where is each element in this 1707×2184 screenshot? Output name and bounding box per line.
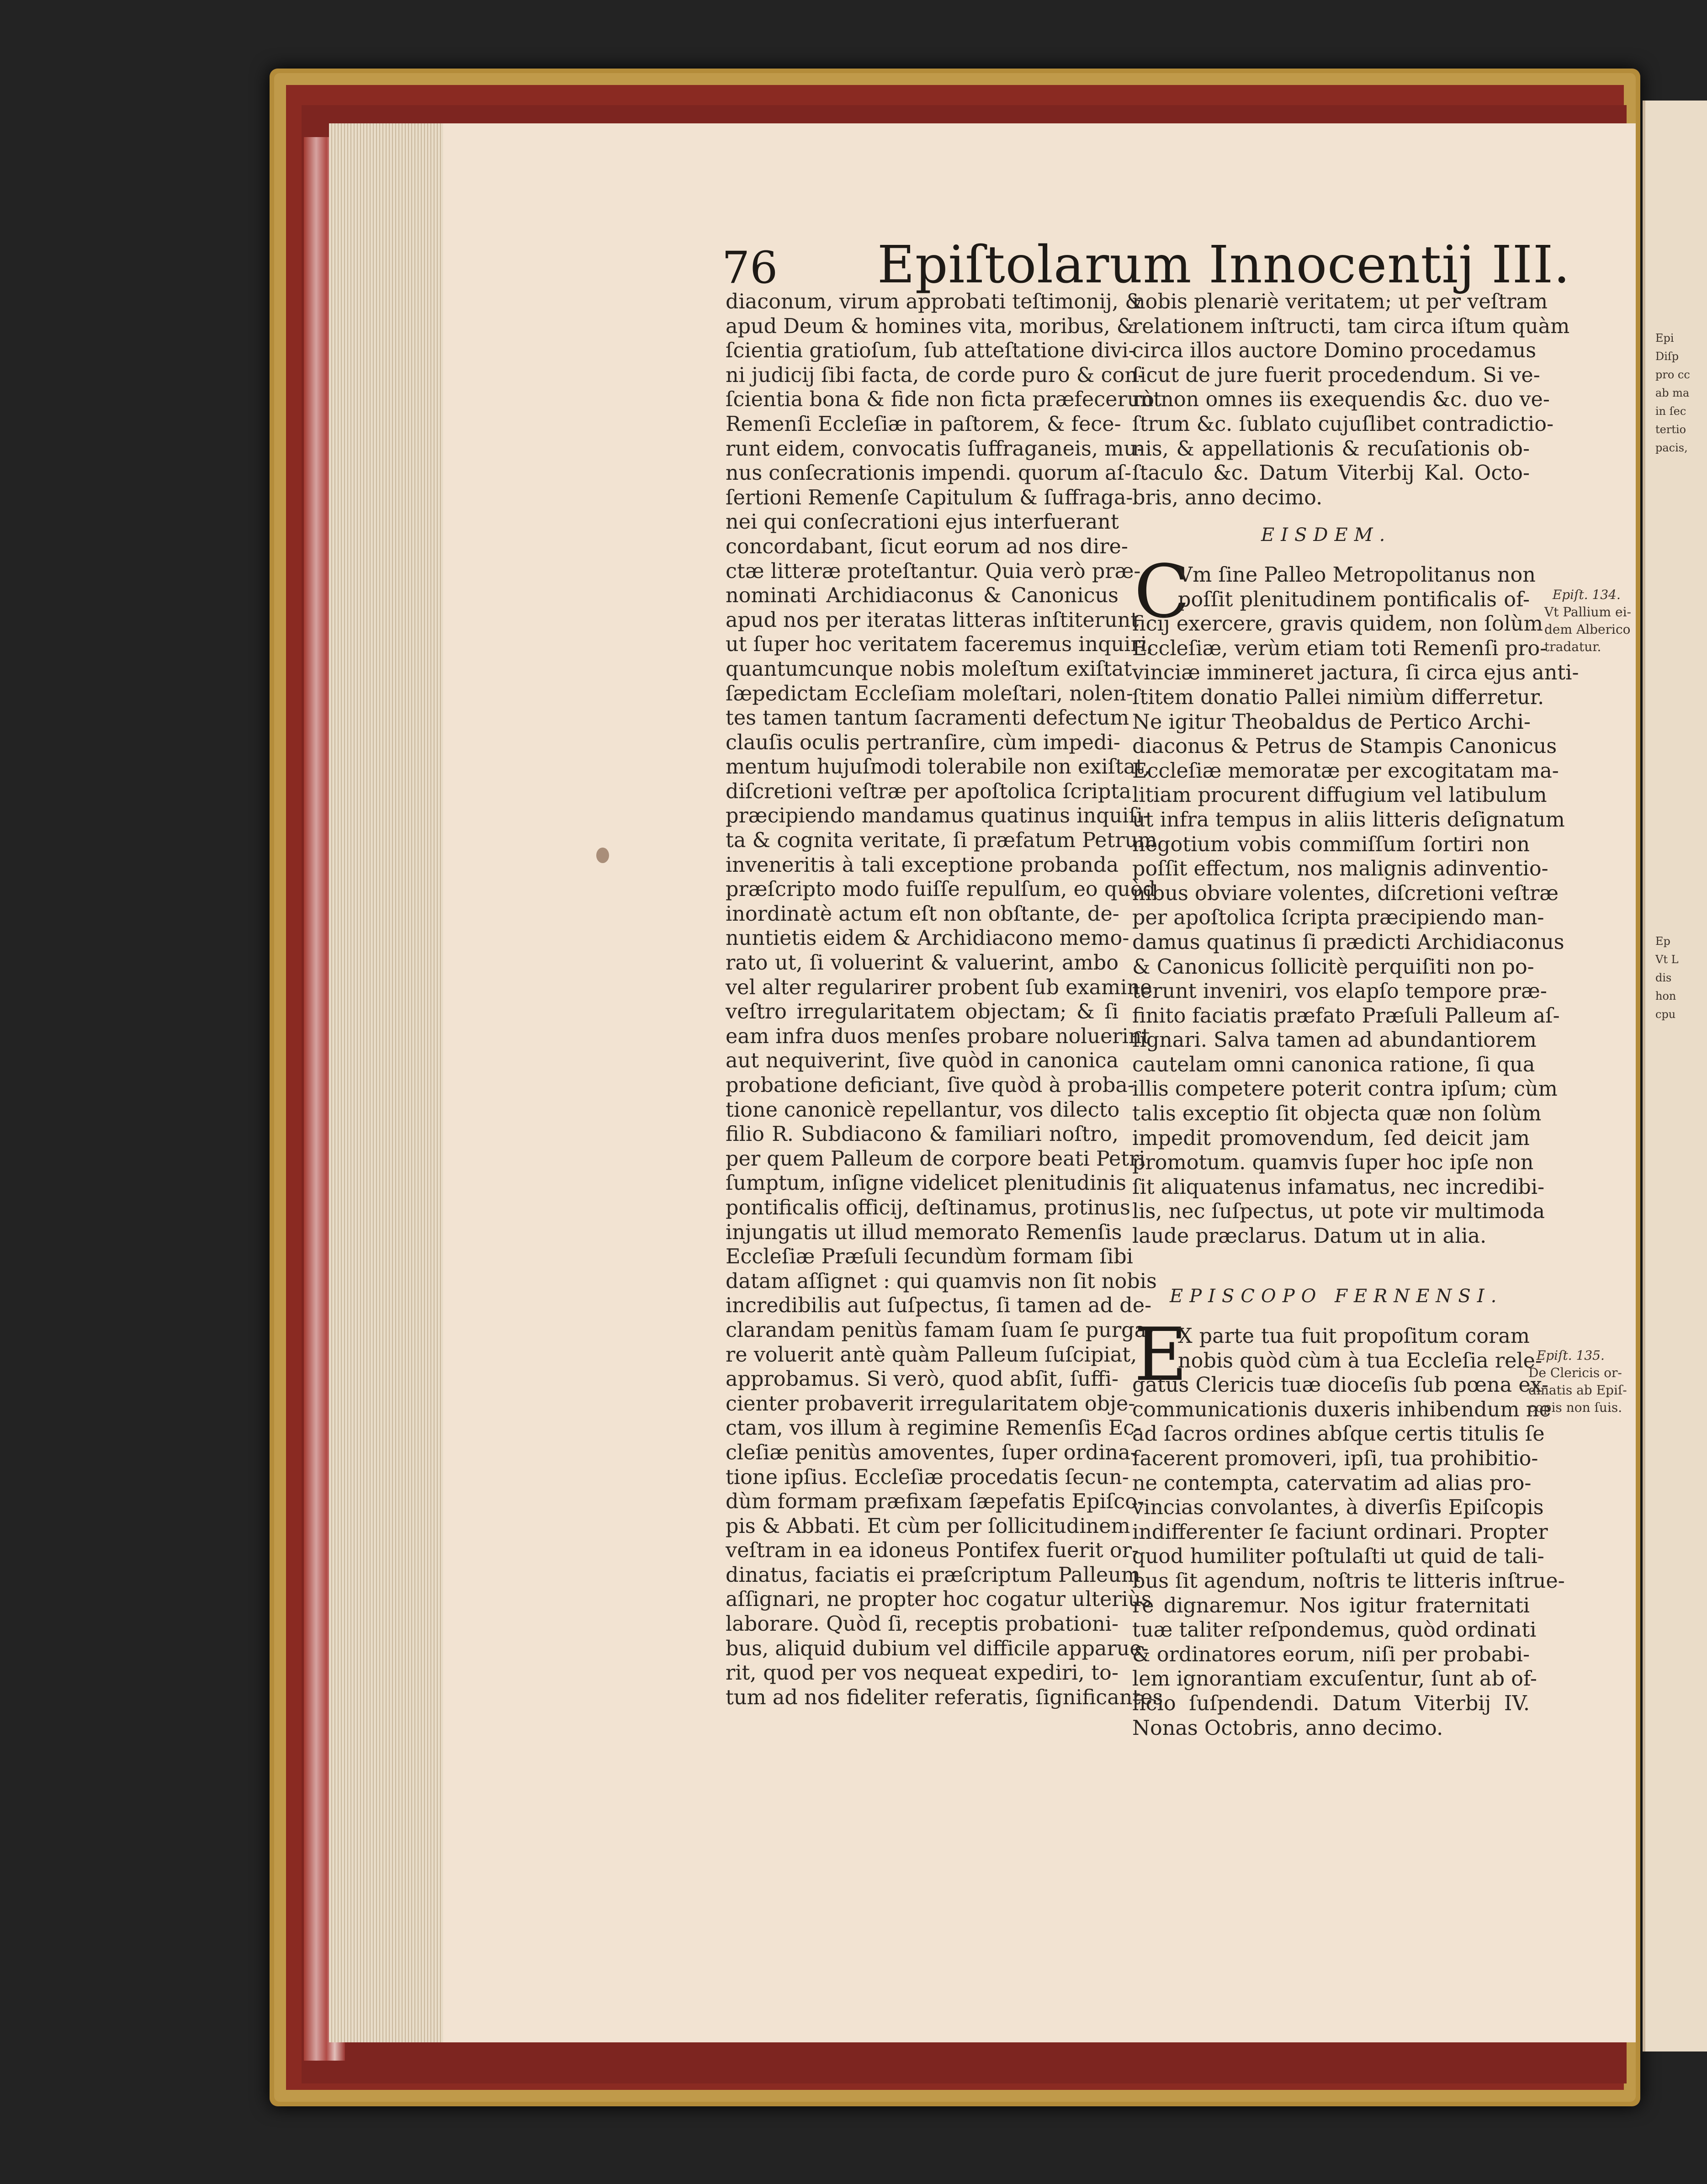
text-line: bus ſit agendum, noſtris te litteris inſtrue- bbox=[1132, 1569, 1565, 1593]
text-line: diaconum, virum approbati teſtimonij, & bbox=[726, 290, 1143, 313]
margin-note-134 bbox=[1544, 569, 1631, 656]
text-line: ſcientia gratioſum, ſub atteſtatione divi- bbox=[726, 339, 1135, 363]
text-line: bris, anno decimo. bbox=[1132, 486, 1323, 509]
text-line: facerent promoveri, ipſi, tua prohibitio- bbox=[1132, 1447, 1538, 1470]
text-line: Eccleſiæ memoratæ per excogitatam ma- bbox=[1132, 759, 1559, 783]
text-line: tuæ taliter reſpondemus, quòd ordinati bbox=[1132, 1618, 1537, 1642]
text-line: re voluerit antè quàm Palleum ſuſcipiat, bbox=[726, 1343, 1137, 1367]
letter-134-text bbox=[1132, 563, 1579, 1249]
text-line: dùm formam præfixam ſæpefatis Epiſco- bbox=[726, 1490, 1144, 1514]
dropcap-c: C bbox=[1134, 549, 1190, 634]
text-line: ctam, vos illum à regimine Remenſis Ec- bbox=[726, 1416, 1142, 1440]
text-line: rit, quod per vos nequeat expediri, to- bbox=[726, 1661, 1119, 1685]
text-line: nis, & appellationis & recuſationis ob- bbox=[1132, 437, 1530, 461]
facing-page-margin-note-2: Ep Vt L dis hon cpu bbox=[1655, 935, 1679, 1021]
text-line: terunt inveniri, vos elapſo tempore præ- bbox=[1132, 980, 1547, 1003]
text-line: nus conſecrationis impendi. quorum aſ- bbox=[726, 461, 1132, 485]
text-line: Eccleſiæ Præſuli ſecundùm formam ſibi bbox=[726, 1245, 1133, 1269]
text-line: probatione deficiant, ſive quòd à proba- bbox=[726, 1074, 1134, 1097]
text-line: Eccleſiæ, verùm etiam toti Remenſi pro- bbox=[1132, 636, 1547, 660]
text-line: lem ignorantiam excuſentur, ſunt ab of- bbox=[1132, 1667, 1537, 1691]
text-line: filio R. Subdiacono & familiari noſtro, bbox=[726, 1123, 1119, 1146]
text-line: nominati Archidiaconus & Canonicus bbox=[726, 584, 1119, 608]
text-line: negotium vobis commiſſum ſortiri non bbox=[1132, 832, 1530, 856]
text-line: ta & cognita veritate, ſi præfatum Petrum bbox=[726, 829, 1157, 853]
text-line: apud nos per iteratas litteras inſtiterunt bbox=[726, 608, 1139, 632]
text-line: Vm ſine Palleo Metropolitanus non bbox=[1178, 563, 1536, 587]
text-line: ficio ſuſpendendi. Datum Viterbij IV. bbox=[1132, 1691, 1530, 1715]
text-line: runt eidem, convocatis ſuffraganeis, mu- bbox=[726, 437, 1144, 461]
text-line: ſignari. Salva tamen ad abundantiorem bbox=[1132, 1028, 1537, 1052]
text-line: tione ipſius. Eccleſiæ procedatis ſecun- bbox=[726, 1465, 1129, 1489]
text-line: litiam procurent diffugium vel latibulum bbox=[1132, 784, 1547, 807]
text-line: poſſit effectum, nos malignis adinventio- bbox=[1132, 857, 1548, 881]
text-line: ſtaculo &c. Datum Viterbij Kal. Octo- bbox=[1132, 461, 1530, 485]
text-line: ſumptum, inſigne videlicet plenitudinis bbox=[726, 1172, 1126, 1195]
text-line: damus quatinus ſi prædicti Archidiaconus bbox=[1132, 930, 1564, 954]
text-line: pis & Abbati. Et cùm per ſollicitudinem bbox=[726, 1514, 1130, 1538]
text-line: ſcientia bona & fide non ficta præfecerunt bbox=[726, 388, 1161, 412]
left-column bbox=[726, 290, 1163, 1710]
right-column bbox=[1132, 290, 1570, 510]
text-line: finito faciatis præfato Præſuli Palleum aſ- bbox=[1132, 1004, 1560, 1028]
text-line: talis exceptio ſit objecta quæ non ſolùm bbox=[1132, 1102, 1542, 1126]
text-line: clarandam penitùs famam ſuam ſe purga- bbox=[726, 1318, 1154, 1342]
text-line: Nonas Octobris, anno decimo. bbox=[1132, 1716, 1443, 1740]
text-line: diaconus & Petrus de Stampis Canonicus bbox=[1132, 735, 1557, 758]
text-line: approbamus. Si verò, quod abſit, ſuffi- bbox=[726, 1368, 1119, 1391]
text-line: re dignaremur. Nos igitur fraternitati bbox=[1132, 1594, 1530, 1617]
text-line: ne contempta, catervatim ad alias pro- bbox=[1132, 1471, 1532, 1495]
text-line: ſit aliquatenus infamatus, nec incredibi- bbox=[1132, 1175, 1545, 1199]
text-line: ſicut de jure fuerit procedendum. Si ve- bbox=[1132, 363, 1540, 387]
text-line: laborare. Quòd ſi, receptis probationi- bbox=[726, 1612, 1119, 1636]
text-line: nuntietis eidem & Archidiacono memo- bbox=[726, 927, 1129, 950]
text-line: aut nequiverint, ſive quòd in canonica bbox=[726, 1049, 1119, 1073]
text-line: ut infra tempus in aliis litteris deſignatum bbox=[1132, 808, 1565, 832]
text-line: inordinatè actum eſt non obſtante, de- bbox=[726, 902, 1119, 926]
text-line: & ordinatores eorum, niſi per probabi- bbox=[1132, 1643, 1530, 1666]
page-number: 76 bbox=[722, 242, 778, 293]
text-line: injungatis ut illud memorato Remenſis bbox=[726, 1220, 1122, 1244]
dropcap-e: E bbox=[1134, 1312, 1187, 1397]
text-line: ſæpedictam Eccleſiam moleſtari, nolen- bbox=[726, 682, 1133, 705]
text-line: circa illos auctore Domino procedamus bbox=[1132, 339, 1537, 363]
text-line: tes tamen tantum ſacramenti defectum bbox=[726, 706, 1129, 730]
text-line: X parte tua fuit propoſitum coram bbox=[1178, 1325, 1530, 1348]
text-line: nobis quòd cùm à tua Eccleſia rele- bbox=[1178, 1349, 1543, 1373]
text-line: cautelam omni canonica ratione, ſi qua bbox=[1132, 1053, 1535, 1076]
margin-note-135-text: De Clericis or- dinatis ab Epiſ- copis non ſuis. bbox=[1528, 1365, 1627, 1415]
text-line: clauſis oculis pertranſire, cùm impedi- bbox=[726, 731, 1120, 754]
text-line: ni judicij ſibi facta, de corde puro & con- bbox=[726, 363, 1145, 387]
text-line: ſertioni Remenſe Capitulum & ſuffraga- bbox=[726, 486, 1133, 509]
text-line: cleſiæ penitùs amoventes, ſuper ordina- bbox=[726, 1441, 1137, 1464]
text-line: laude præclarus. Datum ut in alia. bbox=[1132, 1225, 1487, 1248]
text-line: vincias convolantes, à diverſis Epiſcopis bbox=[1132, 1496, 1544, 1520]
text-line: communicationis duxeris inhibendum ne bbox=[1132, 1398, 1551, 1421]
text-line: per quem Palleum de corpore beati Petri bbox=[726, 1147, 1145, 1171]
margin-note-134-ref: Epiſt. 134. bbox=[1552, 587, 1621, 602]
text-line: veſtram in ea idoneus Pontifex fuerit or- bbox=[726, 1539, 1139, 1563]
text-line: Remenſi Eccleſiæ in paſtorem, & fece- bbox=[726, 412, 1121, 436]
text-line: ficij exercere, gravis quidem, non ſolùm bbox=[1132, 612, 1543, 636]
section-heading-eisdem: EISDEM. bbox=[1261, 525, 1392, 546]
text-line: ctæ litteræ proteſtantur. Quia verò præ- bbox=[726, 559, 1141, 583]
text-line: diſcretioni veſtræ per apoſtolica ſcripta bbox=[726, 779, 1131, 803]
text-line: rato ut, ſi voluerint & valuerint, ambo bbox=[726, 951, 1119, 975]
margin-note-135-ref: Epiſt. 135. bbox=[1536, 1348, 1605, 1363]
text-line: pontificalis officij, deſtinamus, protinus bbox=[726, 1196, 1130, 1219]
section-heading-episcopo-fernensi: EPISCOPO FERNENSI. bbox=[1170, 1286, 1503, 1307]
text-line: dinatus, faciatis ei præſcriptum Palleum bbox=[726, 1563, 1141, 1587]
text-line: cienter probaverit irregularitatem obje- bbox=[726, 1392, 1135, 1415]
text-line: eam infra duos menſes probare noluerint bbox=[726, 1024, 1150, 1048]
text-line: ad ſacros ordines abſque certis titulis ſe bbox=[1132, 1422, 1545, 1446]
right-column-continuation bbox=[1132, 290, 1570, 510]
page-stain bbox=[596, 848, 609, 863]
text-line: ut ſuper hoc veritatem faceremus inquiri, bbox=[726, 633, 1154, 657]
text-line: vel alter regularirer probent ſub examine bbox=[726, 975, 1152, 999]
page-edges bbox=[329, 123, 448, 2042]
letter-135-text bbox=[1132, 1312, 1565, 1740]
text-line: mentum hujuſmodi tolerabile non exiſtat, bbox=[726, 755, 1150, 779]
text-line: concordabant, ſicut eorum ad nos dire- bbox=[726, 535, 1128, 558]
facing-page-margin-note-1: Epi Diſp pro cc ab ma in ſec tertio pacis, bbox=[1655, 332, 1690, 454]
text-line: gatus Clericis tuæ dioceſis ſub pœna ex- bbox=[1132, 1373, 1549, 1397]
text-line: nibus obviare volentes, diſcretioni veſtræ bbox=[1132, 881, 1559, 905]
text-line: & Canonicus ſollicitè perquiſiti non po- bbox=[1132, 955, 1534, 979]
facing-page bbox=[1643, 101, 1707, 2051]
text-line: lis, nec ſuſpectus, ut pote vir multimoda bbox=[1132, 1200, 1545, 1224]
text-line: relationem inſtructi, tam circa iſtum quàm bbox=[1132, 314, 1570, 338]
text-line: poſſit plenitudinem pontificalis of- bbox=[1178, 588, 1530, 611]
text-line: aſſignari, ne propter hoc cogatur ulteriùs bbox=[726, 1588, 1152, 1611]
text-line: ſtitem donatio Pallei nimiùm differretur. bbox=[1132, 685, 1544, 709]
text-line: tum ad nos fideliter referatis, ſignificantes bbox=[726, 1686, 1163, 1709]
text-line: nobis plenariè veritatem; ut per veſtram bbox=[1132, 290, 1548, 313]
running-title: Epiſtolarum Innocentij III. bbox=[877, 235, 1570, 295]
margin-note-134-text: Vt Pallium ei- dem Alberico tradatur. bbox=[1544, 604, 1631, 654]
text-line: promotum. quamvis ſuper hoc ipſe non bbox=[1132, 1151, 1534, 1175]
text-line: inveneritis à tali exceptione probanda bbox=[726, 853, 1119, 877]
text-line: rò non omnes iis exequendis &c. duo ve- bbox=[1132, 388, 1550, 412]
text-line: præcipiendo mandamus quatinus inquiſi- bbox=[726, 804, 1150, 828]
text-line: apud Deum & homines vita, moribus, & bbox=[726, 314, 1135, 338]
margin-note-135 bbox=[1528, 1330, 1627, 1416]
text-line: indifferenter ſe faciunt ordinari. Propter bbox=[1132, 1520, 1548, 1544]
text-line: datam aſſignet : qui quamvis non ſit nobis bbox=[726, 1269, 1157, 1293]
text-line: quod humiliter poſtulaſti ut quid de tali- bbox=[1132, 1545, 1544, 1569]
text-line: ſtrum &c. ſublato cujuſlibet contradictio- bbox=[1132, 412, 1554, 436]
text-line: bus, aliquid dubium vel difficile apparue- bbox=[726, 1637, 1149, 1660]
text-line: tione canonicè repellantur, vos dilecto bbox=[726, 1098, 1120, 1122]
text-line: impedit promovendum, ſed deicit jam bbox=[1132, 1126, 1530, 1150]
text-line: incredibilis aut ſuſpectus, ſi tamen ad de- bbox=[726, 1294, 1152, 1318]
text-line: veſtro irregularitatem objectam; & ſi bbox=[726, 1000, 1119, 1024]
text-line: Ne igitur Theobaldus de Pertico Archi- bbox=[1132, 710, 1531, 734]
text-line: per apoſtolica ſcripta præcipiendo man- bbox=[1132, 906, 1544, 930]
text-line: nei qui conſecrationi ejus interfuerant bbox=[726, 510, 1119, 534]
text-line: quantumcunque nobis moleſtum exiſtat bbox=[726, 657, 1132, 681]
text-line: præſcripto modo fuiſſe repulſum, eo quòd bbox=[726, 878, 1156, 901]
text-line: vinciæ immineret jactura, ſi circa ejus anti- bbox=[1132, 661, 1579, 685]
text-line: illis competere poterit contra ipſum; cùm bbox=[1132, 1077, 1558, 1101]
